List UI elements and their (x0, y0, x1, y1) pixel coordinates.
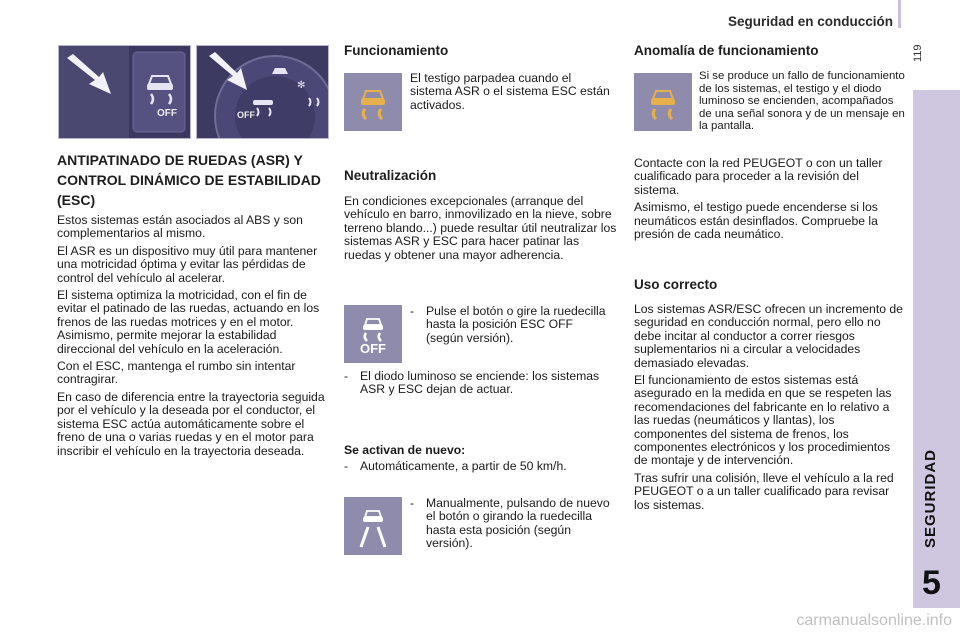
uso-paragraph: El funcionamiento de estos sistemas está asegurado en la medida en que se respeten las recomendaciones del fabricante en lo relativo a las ruedas (neumáticos y llantas), los componentes del sistema de frenos, los componentes electrónicos y los procedimientos de montaje y de intervención. (634, 373, 892, 468)
heading-anomalia: Anomalía de funcionamiento (634, 43, 819, 58)
anomalia-paragraph: Contacte con la red PEUGEOT o con un taller cualificado para proceder a la revisión del sistema. (634, 156, 883, 197)
reactivate-title: Se activan de nuevo: (344, 443, 466, 457)
intro-paragraph: Estos sistemas están asociados al ABS y son complementarios al mismo. (57, 213, 303, 241)
heading-funcionamiento: Funcionamiento (344, 43, 449, 58)
step-2-text: El diodo luminoso se enciende: los sistemas ASR y ESC dejan de actuar. (360, 369, 600, 397)
heading-neutralizacion: Neutralización (344, 168, 437, 183)
anomalia-icon-text: Si se produce un fallo de funcionamiento de los sistemas, el testigo y el diodo luminoso se encienden, acompañados de una señal sonora y de un mensaje en la pantalla. (699, 70, 905, 133)
intro-text (57, 214, 327, 462)
intro-paragraph: Con el ESC, mantenga el rumbo sin intentar contragirar. (57, 359, 296, 387)
heading-uso-correcto: Uso correcto (634, 277, 718, 292)
neutralizacion-step-1: - Pulse el botón o gire la ruedecilla hasta la posición ESC OFF (según versión). (410, 305, 610, 345)
intro-paragraph: El sistema optimiza la motricidad, con el fin de evitar el patinado de las ruedas, actuando en los frenos de las ruedas motrices y en el motor. Asimismo, permite mejorar la estabilidad direccional del vehículo en la aceleración. (57, 288, 320, 356)
skid-car-on-icon (344, 497, 402, 555)
step-1-text: Pulse el botón o gire la ruedecilla hasta la posición ESC OFF (según versión). (426, 304, 606, 345)
off-label: OFF (157, 108, 177, 119)
skid-car-fault-icon (634, 73, 692, 131)
asr-button-illustration (59, 46, 190, 138)
esc-dial-illustration (197, 46, 328, 138)
asr-warning-lamp-icon (344, 73, 402, 131)
page-header-title: Seguridad en conducción (727, 14, 893, 29)
neutralizacion-step-2: - El diodo luminoso se enciende: los sistemas ASR y ESC dejan de actuar. (344, 370, 614, 397)
intro-paragraph: El ASR es un dispositivo muy útil para mantener una motricidad óptima y evitar las pérdidas de control del vehículo al acelerar. (57, 243, 318, 285)
esc-off-button-icon (344, 305, 402, 363)
asr-button-photo (58, 45, 191, 139)
uso-paragraph: Tras sufrir una colisión, lleve el vehículo a la red PEUGEOT o a un taller cualificado para revisar los sistemas. (634, 470, 894, 512)
funcionamiento-text: El testigo parpadea cuando el sistema ASR o el sistema ESC están activados. (410, 71, 610, 112)
reactivate-auto-text: Automáticamente, a partir de 50 km/h. (360, 459, 567, 473)
uso-text (634, 303, 906, 516)
chapter-label: SEGURIDAD (922, 448, 939, 548)
esc-dial-photo (196, 45, 329, 139)
dial-off-label: OFF (237, 110, 255, 120)
watermark: carmanualsonline.info (796, 612, 952, 629)
uso-paragraph: Los sistemas ASR/ESC ofrecen un incremento de seguridad en conducción normal, pero ello no debe incitar al conductor a correr riesgos suplementarios ni a circular a velocidades demasiado elevadas. (634, 302, 903, 370)
asr-fault-lamp-icon (634, 73, 692, 131)
neutralizacion-text: En condiciones excepcionales (arranque del vehículo en barro, inmovilizado en la nieve, sobre terreno blando...) puede resultar útil neutralizar los sistemas ASR y ESC para hacer patinar las ruedas y obtener una mayor adherencia. (344, 194, 617, 262)
esc-active-button-icon (344, 497, 402, 555)
chapter-number: 5 (922, 564, 941, 602)
reactivate-manual: - Manualmente, pulsando de nuevo el botón o girando la ruedecilla hasta esta posición (según versión). (410, 496, 610, 551)
reactivate-auto: - Automáticamente, a partir de 50 km/h. (344, 459, 567, 473)
intro-paragraph: En caso de diferencia entre la trayectoria seguida por el vehículo y la deseada por el conductor, el sistema ESC actúa automáticamente sobre el freno de una o varias ruedas y en el motor para inscribir el vehículo en la trayectoria deseada. (57, 389, 325, 458)
anomalia-paragraph: Asimismo, el testigo puede encenderse si los neumáticos están desinflados. Compruebe la presión de cada neumático. (634, 200, 878, 242)
section-title-asr-esc: ANTIPATINADO DE RUEDAS (ASR) Y CONTROL DINÁMICO DE ESTABILIDAD (ESC) (57, 152, 321, 208)
esc-off-text: OFF (360, 341, 386, 356)
reactivate-manual-text: Manualmente, pulsando de nuevo el botón o girando la ruedecilla hasta esta posición (según versión). (426, 496, 610, 551)
skid-car-icon (344, 73, 402, 131)
page-number: 119 (912, 44, 924, 62)
anomalia-text (634, 157, 906, 245)
header-divider (898, 0, 901, 28)
svg-text:✻: ✻ (297, 80, 306, 91)
